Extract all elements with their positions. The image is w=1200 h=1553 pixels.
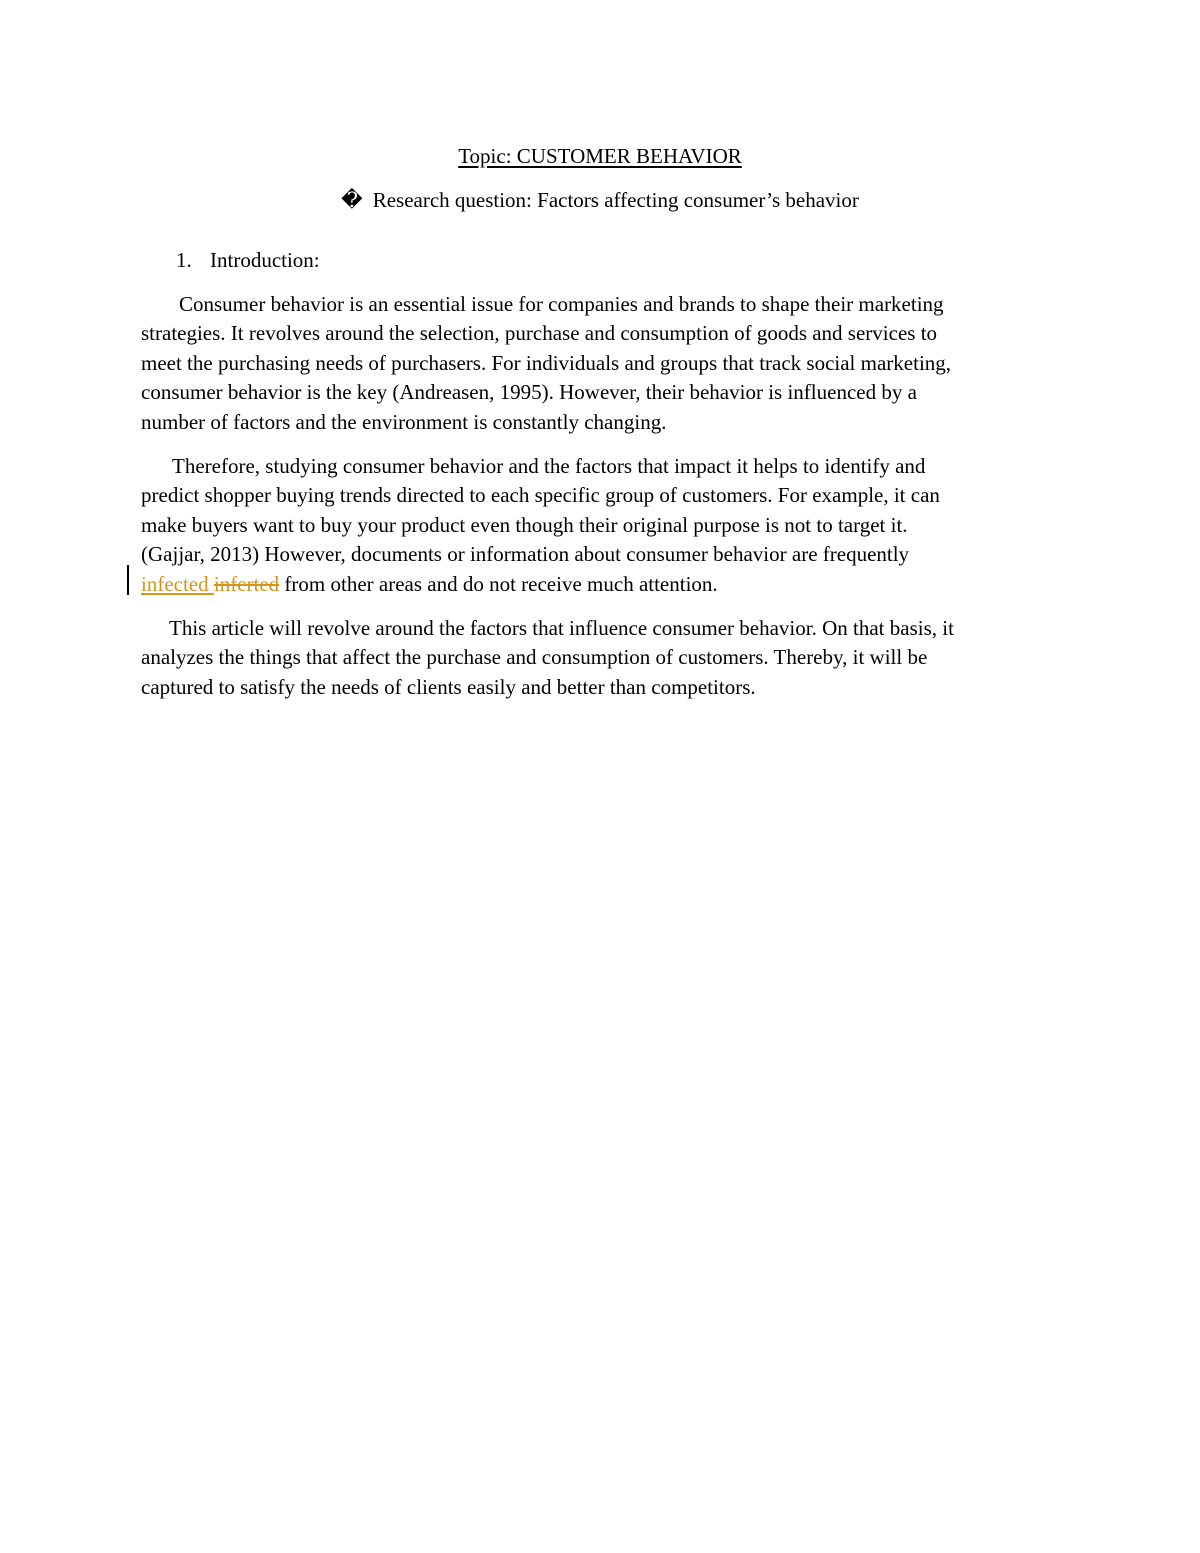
paragraph-line: predict shopper buying trends directed to each specific group of customers. For example, it can [141,483,940,508]
research-question [0,186,1200,214]
paragraph-line: strategies. It revolves around the selection, purchase and consumption of goods and services to [141,321,938,346]
paragraph-line: Therefore, studying consumer behavior and the factors that impact it helps to identify and [172,454,926,478]
document-title: Topic: CUSTOMER BEHAVIOR [458,144,742,168]
paragraph-line: (Gajjar, 2013) However, documents or information about consumer behavior are frequently [141,542,910,567]
paragraph-line-rest: from other areas and do not receive much attention. [279,571,718,596]
paragraph-3 [141,614,1061,702]
tracked-deletion[interactable]: inferted [213,571,280,596]
paragraph-line: Consumer behavior is an essential issue for companies and brands to shape their marketing [179,292,944,316]
list-number: 1. [176,248,192,272]
replacement-glyph-icon: � [341,188,363,212]
paragraph-line: meet the purchasing needs of purchasers. For individuals and groups that track social marketing, [141,350,952,375]
paragraph-2 [141,452,1061,599]
research-question-text: Research question: Factors affecting consumer’s behavior [372,188,859,212]
paragraph-line: analyzes the things that affect the purchase and consumption of customers. Thereby, it will be [141,645,928,670]
intro-heading [176,246,320,274]
paragraph-line: This article will revolve around the factors that influence consumer behavior. On that basis, it [169,616,954,640]
paragraph-1 [141,290,1061,437]
intro-heading-text: Introduction: [210,248,320,272]
paragraph-line-tracked [141,570,1061,599]
paragraph-line: consumer behavior is the key (Andreasen, 1995). However, their behavior is influenced by a [141,380,917,405]
tracked-insertion[interactable]: infected [141,571,214,596]
paragraph-line: make buyers want to buy your product even though their original purpose is not to target it. [141,512,908,537]
paragraph-line: captured to satisfy the needs of clients easily and better than competitors. [141,674,756,699]
paragraph-line: number of factors and the environment is constantly changing. [141,409,667,434]
change-bar [127,565,129,595]
